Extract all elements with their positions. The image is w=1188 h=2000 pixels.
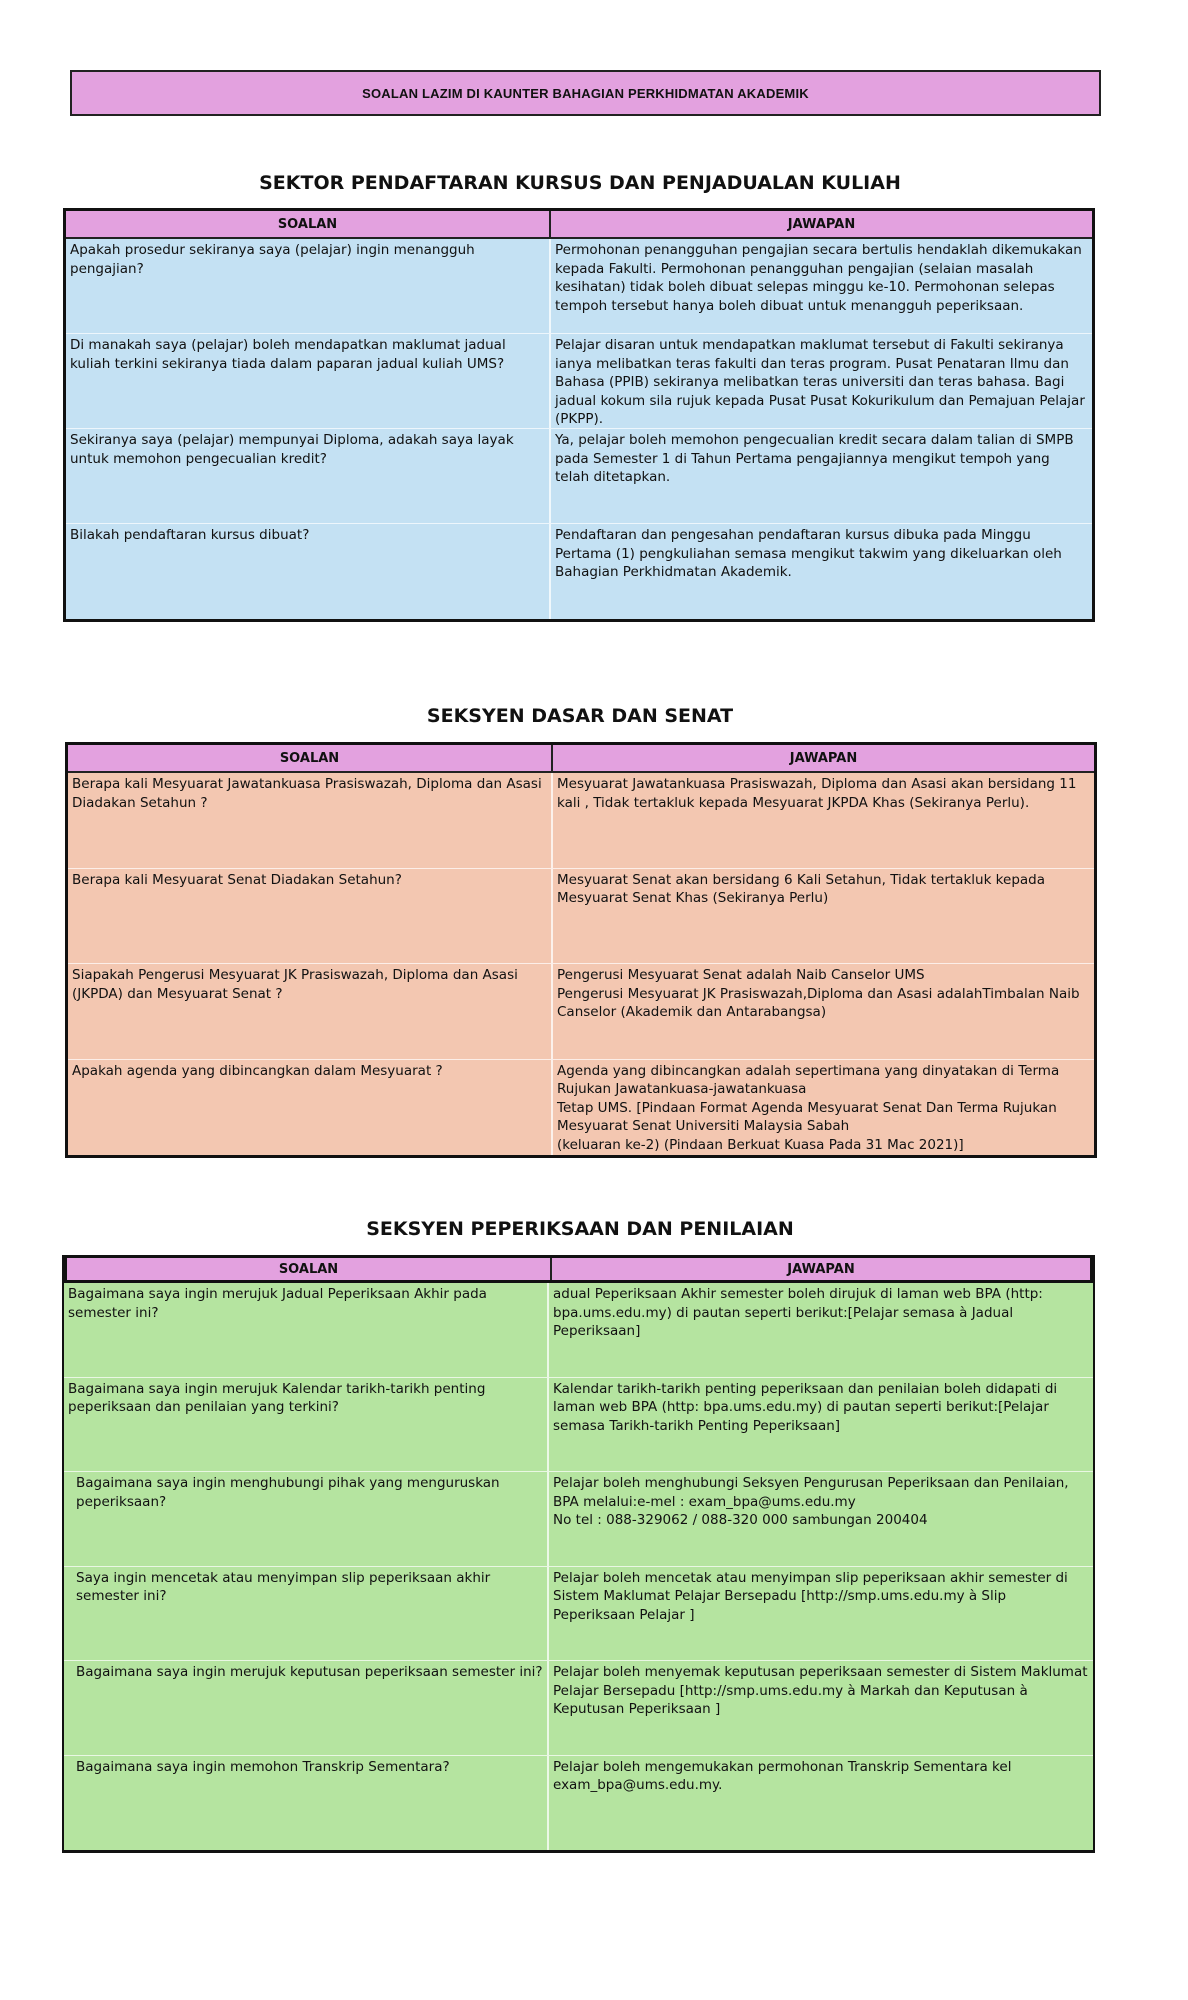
- page-banner: SOALAN LAZIM DI KAUNTER BAHAGIAN PERKHIDMATAN AKADEMIK: [70, 70, 1101, 116]
- table-row: [64, 1472, 1093, 1567]
- answer-cell: Pengerusi Mesyuarat Senat adalah Naib Canselor UMS Pengerusi Mesyuarat JK Prasiswazah,Diploma dan Asasi adalahTimbalan Naib Canselor (Akademik dan Antarabangsa): [557, 967, 1080, 1020]
- table-row: [68, 773, 1094, 869]
- column-header-soalan: SOALAN: [66, 211, 551, 237]
- question-cell: Saya ingin mencetak atau menyimpan slip peperiksaan akhir semester ini?: [64, 1567, 549, 1661]
- table-row: [66, 429, 1092, 524]
- table-row: [64, 1567, 1093, 1662]
- answer-cell: adual Peperiksaan Akhir semester boleh dirujuk di laman web BPA (http: bpa.ums.edu.my) di pautan seperti berikut:[Pelajar semasa à Jadual Peperiksaan]: [553, 1286, 1043, 1339]
- question-cell: Siapakah Pengerusi Mesyuarat JK Prasiswazah, Diploma dan Asasi (JKPDA) dan Mesyuarat Senat ?: [68, 964, 553, 1059]
- answer-cell: Pelajar disaran untuk mendapatkan maklumat tersebut di Fakulti sekiranya ianya melibatkan teras fakulti dan teras program. Pusat Penataran Ilmu dan Bahasa (PPIB) sekiranya melibatkan teras universiti dan teras bahasa. Bagi jadual kokum sila rujuk kepada Pusat Pusat Kokurikulum dan Pemajuan Pelajar (PKPP).: [555, 337, 1085, 427]
- answer-cell: Ya, pelajar boleh memohon pengecualian kredit secara dalam talian di SMPB pada Semester 1 di Tahun Pertama pengajiannya mengikut tempoh yang telah ditetapkan.: [555, 432, 1074, 485]
- answer-cell: Pelajar boleh menghubungi Seksyen Pengurusan Peperiksaan dan Penilaian, BPA melalui:e-mel : exam_bpa@ums.edu.my No tel : 088-329062 / 088-320 000 sambungan 200404: [553, 1475, 1069, 1528]
- question-cell: Bagaimana saya ingin merujuk keputusan peperiksaan semester ini?: [64, 1661, 549, 1755]
- question-cell: Apakah prosedur sekiranya saya (pelajar) ingin menangguh pengajian?: [66, 239, 551, 333]
- table-row: [66, 239, 1092, 334]
- table-row: [64, 1283, 1093, 1378]
- answer-cell: Pelajar boleh mencetak atau menyimpan slip peperiksaan akhir semester di Sistem Maklumat Pelajar Bersepadu [http://smp.ums.edu.my à Slip Peperiksaan Pelajar ]: [553, 1569, 1068, 1623]
- column-header-soalan: SOALAN: [68, 745, 553, 771]
- section-title-peperiksaan: SEKSYEN PEPERIKSAAN DAN PENILAIAN: [366, 1218, 794, 1240]
- table-row: [68, 869, 1094, 965]
- question-cell: Bilakah pendaftaran kursus dibuat?: [66, 524, 551, 619]
- table-row: [64, 1378, 1093, 1473]
- table-header: [64, 1255, 1093, 1283]
- answer-cell: Pendaftaran dan pengesahan pendaftaran kursus dibuka pada Minggu Pertama (1) pengkuliahan semasa mengikut takwim yang dikeluarkan oleh Bahagian Perkhidmatan Akademik.: [555, 527, 1062, 580]
- answer-cell: Mesyuarat Senat akan bersidang 6 Kali Setahun, Tidak tertakluk kepada Mesyuarat Senat Khas (Sekiranya Perlu): [557, 871, 1046, 906]
- question-cell: Berapa kali Mesyuarat Senat Diadakan Setahun?: [68, 869, 553, 964]
- answer-cell: Kalendar tarikh-tarikh penting peperiksaan dan penilaian boleh didapati di laman web BPA (http: bpa.ums.edu.my) di pautan seperti berikut:[Pelajar semasa Tarikh-tarikh Penting Peperiksaan]: [553, 1380, 1058, 1434]
- column-header-jawapan: JAWAPAN: [787, 216, 856, 232]
- table-row: [68, 964, 1094, 1060]
- question-cell: Bagaimana saya ingin menghubungi pihak yang menguruskan peperiksaan?: [64, 1472, 549, 1566]
- section-title-dasar-senat: SEKSYEN DASAR DAN SENAT: [426, 705, 734, 727]
- table-row: [66, 524, 1092, 619]
- answer-cell: Pelajar boleh menyemak keputusan peperiksaan semester di Sistem Maklumat Pelajar Bersepadu [http://smp.ums.edu.my à Markah dan Keputusan à Keputusan Peperiksaan ]: [553, 1664, 1088, 1717]
- table-row: [66, 334, 1092, 429]
- faq-table-dasar-senat: [65, 742, 1097, 1158]
- question-cell: Berapa kali Mesyuarat Jawatankuasa Prasiswazah, Diploma dan Asasi Diadakan Setahun ?: [68, 773, 553, 868]
- question-cell: Di manakah saya (pelajar) boleh mendapatkan maklumat jadual kuliah terkini sekiranya tiada dalam paparan jadual kuliah UMS?: [66, 334, 551, 428]
- question-cell: Bagaimana saya ingin memohon Transkrip Sementara?: [64, 1756, 549, 1851]
- table-header: [66, 211, 1092, 239]
- faq-table-peperiksaan: [62, 1255, 1095, 1853]
- column-header-jawapan: JAWAPAN: [789, 750, 858, 766]
- question-cell: Bagaimana saya ingin merujuk Jadual Peperiksaan Akhir pada semester ini?: [64, 1283, 549, 1377]
- table-header: [68, 745, 1094, 773]
- section-title-pendaftaran: SEKTOR PENDAFTARAN KURSUS DAN PENJADUALAN KULIAH: [259, 172, 901, 194]
- answer-cell: Agenda yang dibincangkan adalah sepertimana yang dinyatakan di Terma Rujukan Jawatankuasa-jawatankuasa Tetap UMS. [Pindaan Format Agenda Mesyuarat Senat Dan Terma Rujukan Mesyuarat Senat Universiti Malaysia Sabah (keluaran ke-2) (Pindaan Berkuat Kuasa Pada 31 Mac 2021)]: [557, 1062, 1060, 1153]
- faq-table-pendaftaran: [63, 208, 1095, 622]
- column-header-soalan: SOALAN: [67, 1258, 552, 1280]
- table-row: [64, 1661, 1093, 1756]
- question-cell: Sekiranya saya (pelajar) mempunyai Diploma, adakah saya layak untuk memohon pengecualian kredit?: [66, 429, 551, 523]
- answer-cell: Permohonan penangguhan pengajian secara bertulis hendaklah dikemukakan kepada Fakulti. Permohonan penangguhan pengajian (selaian masalah kesihatan) tidak boleh dibuat selepas minggu ke-10. Permohonan selepas tempoh tersebut hanya boleh dibuat untuk menangguh peperiksaan.: [555, 242, 1082, 314]
- table-row: [64, 1756, 1093, 1851]
- column-header-jawapan: JAWAPAN: [787, 1261, 855, 1277]
- answer-cell: Pelajar boleh mengemukakan permohonan Transkrip Sementara kel exam_bpa@ums.edu.my.: [553, 1758, 1012, 1793]
- question-cell: Apakah agenda yang dibincangkan dalam Mesyuarat ?: [68, 1060, 553, 1156]
- question-cell: Bagaimana saya ingin merujuk Kalendar tarikh-tarikh penting peperiksaan dan penilaian yang terkini?: [64, 1378, 549, 1472]
- answer-cell: Mesyuarat Jawatankuasa Prasiswazah, Diploma dan Asasi akan bersidang 11 kali , Tidak tertakluk kepada Mesyuarat JKPDA Khas (Sekiranya Perlu).: [557, 776, 1077, 811]
- table-row: [68, 1060, 1094, 1156]
